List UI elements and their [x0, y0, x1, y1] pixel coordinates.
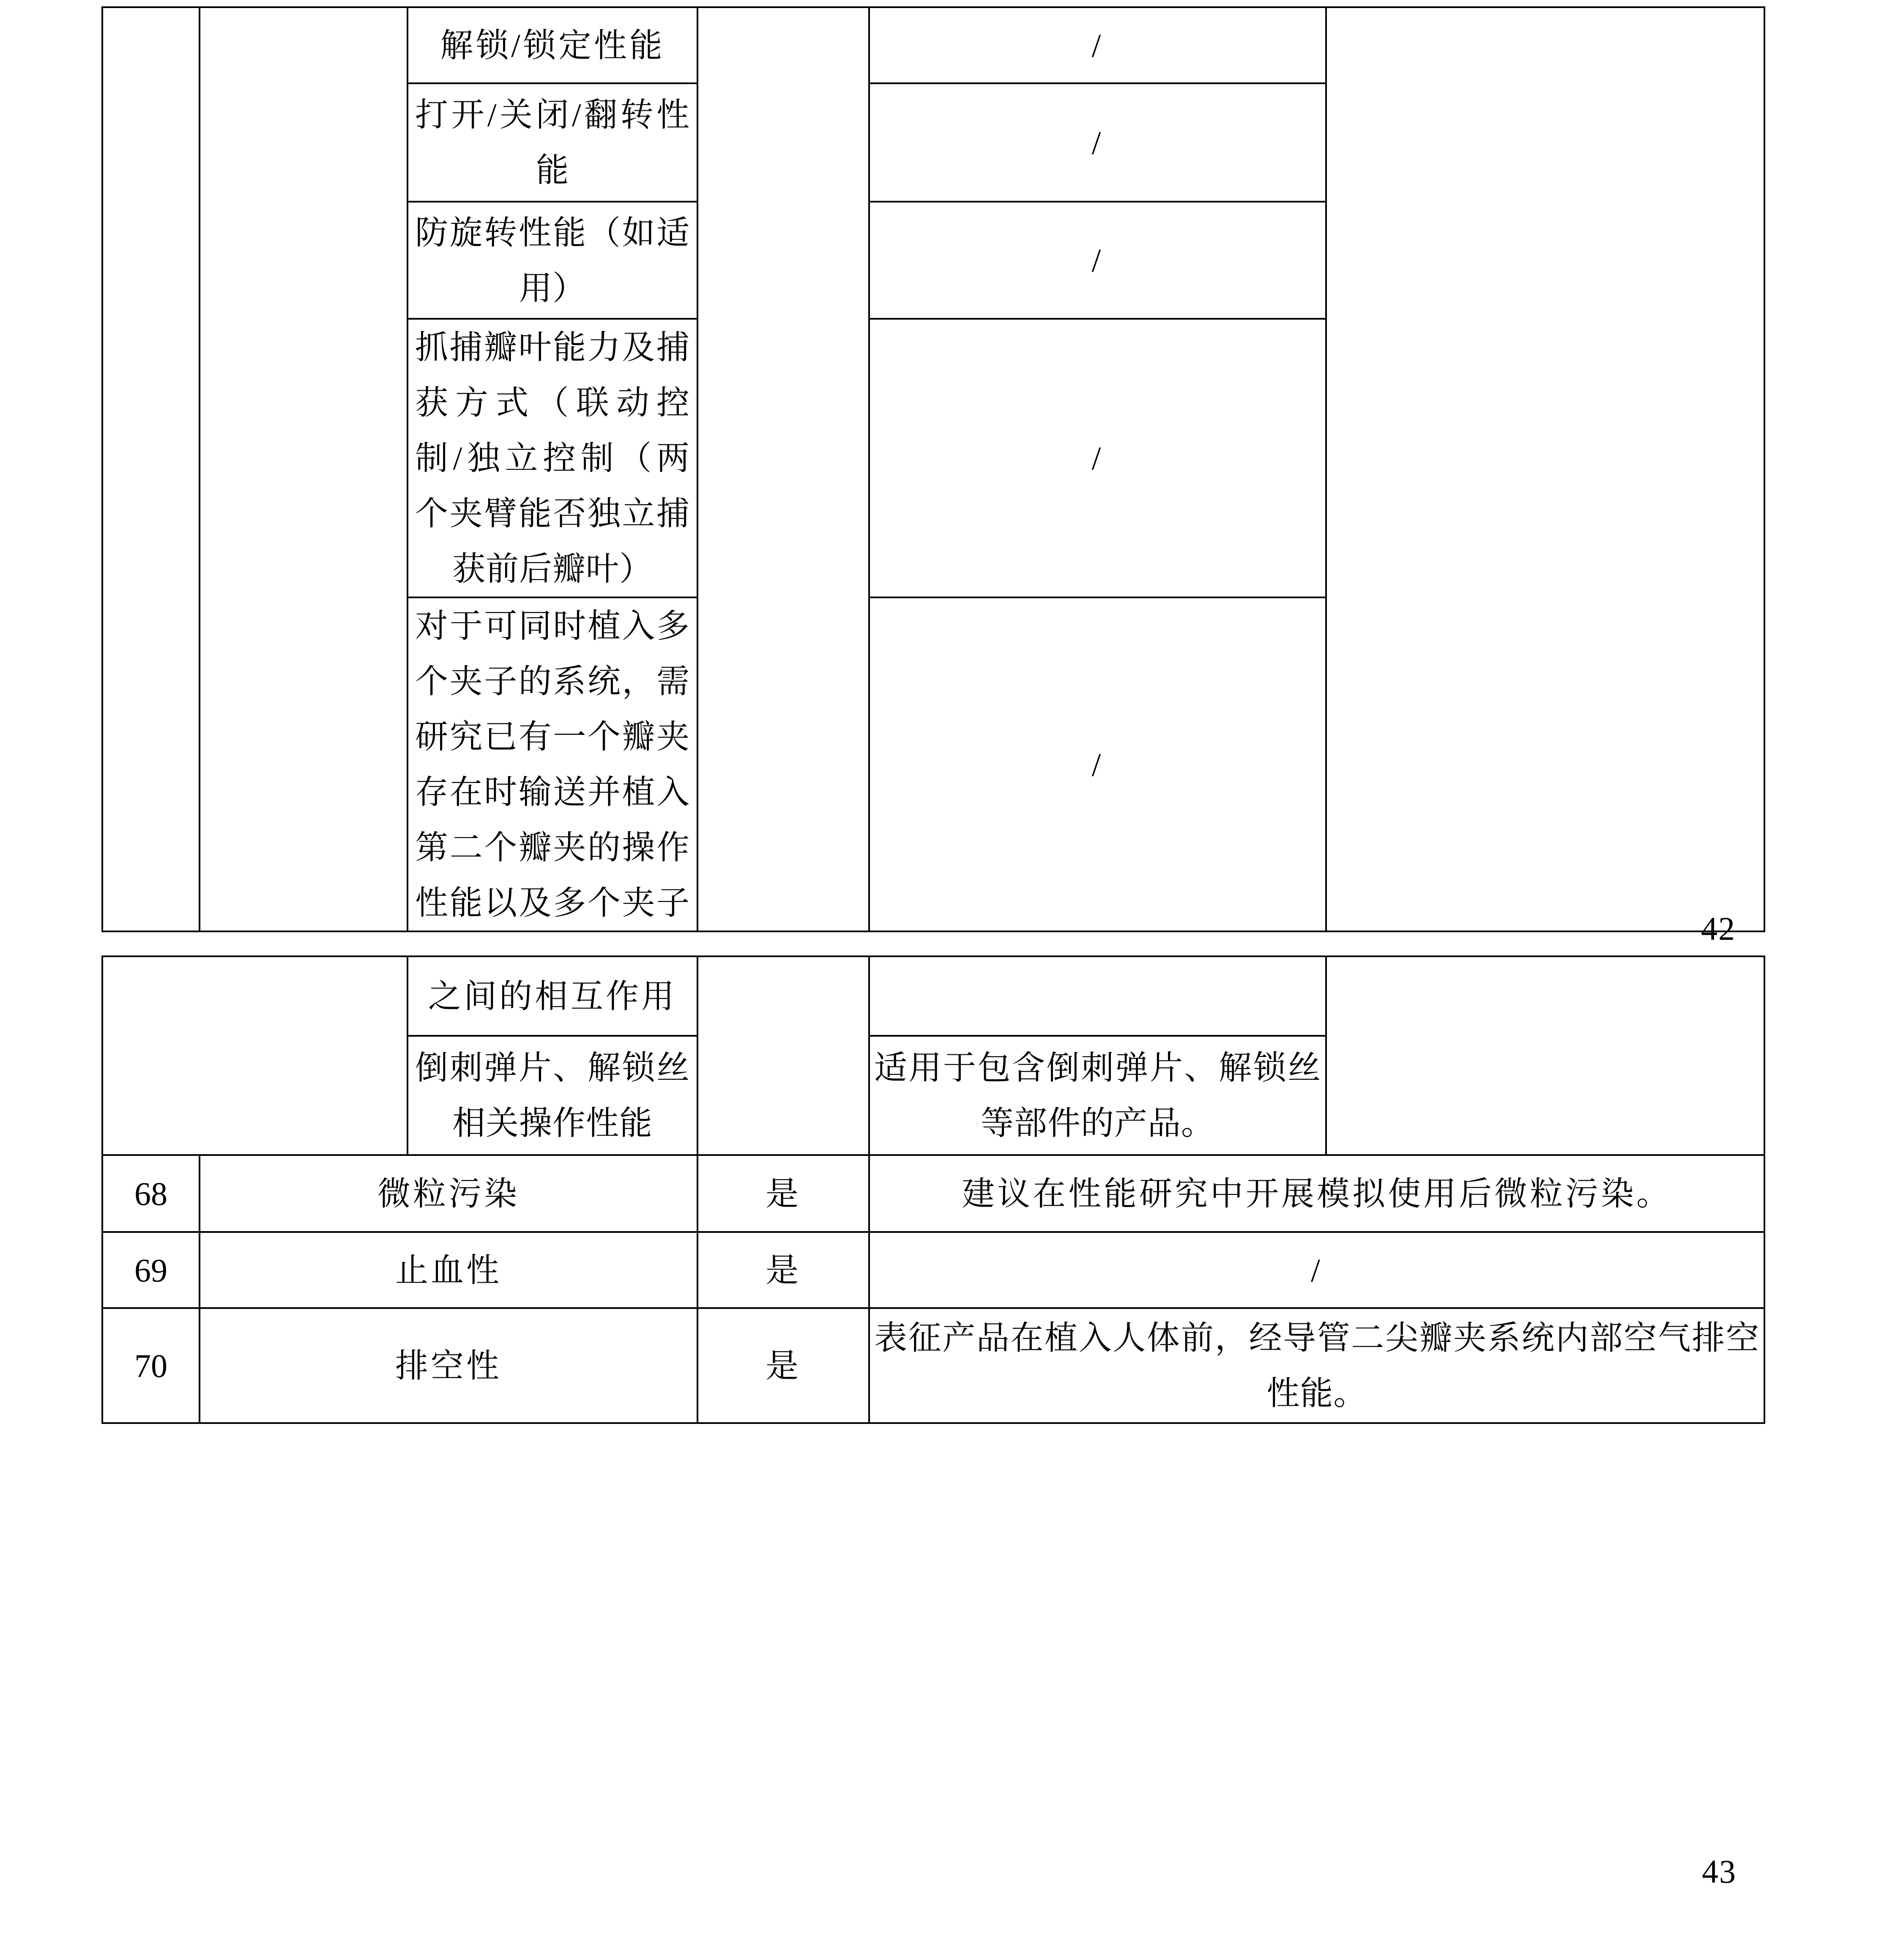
table-row [102, 7, 1764, 83]
item-name-cell: 排空性 [200, 1308, 697, 1423]
item-name-cell: 止血性 [200, 1232, 697, 1308]
description-cell: / [869, 1232, 1764, 1308]
page-number-43: 43 [1702, 1853, 1737, 1890]
description-cell: / [869, 83, 1326, 202]
empty-cell-item-name [200, 7, 407, 931]
sub-item-cell: 对于可同时植入多个夹子的系统，需研究已有一个瓣夹存在时输送并植入第二个瓣夹的操作性能以及多个夹子 [407, 597, 697, 931]
empty-cell-applicable [697, 7, 869, 931]
empty-cell-row-number [102, 7, 200, 931]
row-number-cell: 70 [102, 1308, 200, 1423]
applicable-cell: 是 [697, 1155, 869, 1232]
empty-cell-row-number [102, 956, 407, 1155]
table-row [102, 956, 1764, 1036]
empty-cell-applicable [697, 956, 869, 1155]
row-number-cell: 68 [102, 1155, 200, 1232]
description-cell [869, 956, 1326, 1036]
description-cell: / [869, 319, 1326, 597]
performance-table-page43 [101, 955, 1765, 1424]
sub-item-cell: 解锁/锁定性能 [407, 7, 697, 83]
sub-item-cell: 之间的相互作用 [407, 956, 697, 1036]
sub-item-cell: 打开/关闭/翻转性能 [407, 83, 697, 202]
sub-item-cell: 抓捕瓣叶能力及捕获方式（联动控制/独立控制（两个夹臂能否独立捕获前后瓣叶） [407, 319, 697, 597]
description-cell: 建议在性能研究中开展模拟使用后微粒污染。 [869, 1155, 1764, 1232]
table-row [102, 1155, 1764, 1232]
row-number-cell: 69 [102, 1232, 200, 1308]
applicable-cell: 是 [697, 1308, 869, 1423]
empty-cell-remark [1326, 7, 1764, 931]
sub-item-cell: 倒刺弹片、解锁丝相关操作性能 [407, 1036, 697, 1155]
table-row [102, 1232, 1764, 1308]
applicable-cell: 是 [697, 1232, 869, 1308]
empty-cell-remark [1326, 956, 1764, 1155]
description-cell: / [869, 597, 1326, 931]
page-number-42: 42 [1701, 910, 1736, 947]
description-cell: 适用于包含倒刺弹片、解锁丝等部件的产品。 [869, 1036, 1326, 1155]
description-cell: / [869, 202, 1326, 319]
sub-item-cell: 防旋转性能（如适用） [407, 202, 697, 319]
item-name-cell: 微粒污染 [200, 1155, 697, 1232]
table-row [102, 1308, 1764, 1423]
description-cell: / [869, 7, 1326, 83]
description-cell: 表征产品在植入人体前，经导管二尖瓣夹系统内部空气排空性能。 [869, 1308, 1764, 1423]
performance-table-page42 [101, 6, 1765, 932]
